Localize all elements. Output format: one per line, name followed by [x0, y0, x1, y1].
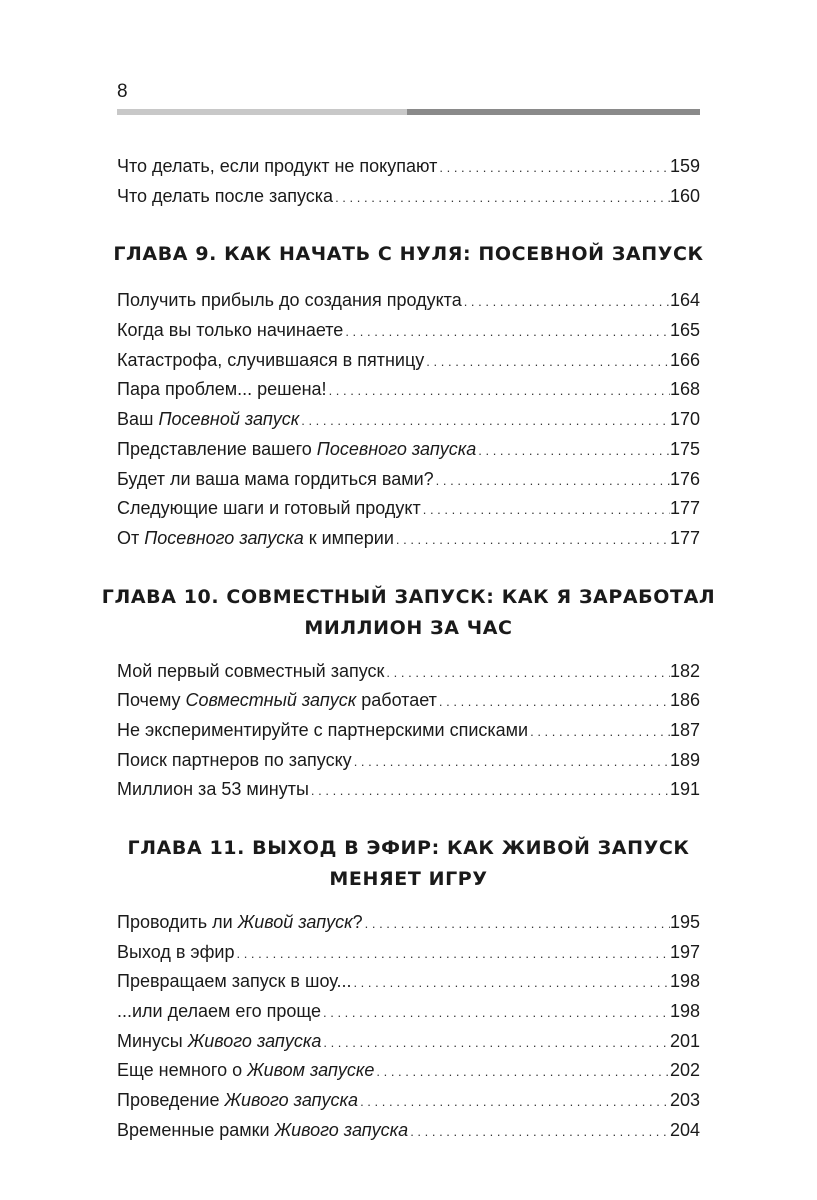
- toc-entry-title-italic: Посевного запуска: [316, 438, 477, 459]
- toc-entry-page: 168: [669, 379, 700, 400]
- toc-entry-page: 165: [669, 320, 700, 341]
- header-rule-light: [117, 109, 407, 115]
- toc-entry-page: 202: [669, 1060, 700, 1081]
- toc-entry: [117, 686, 700, 716]
- chapter-heading-line: ГЛАВА 11. ВЫХОД В ЭФИР: КАК ЖИВОЙ ЗАПУСК: [127, 837, 690, 859]
- toc-entry-title-text: Минусы: [117, 1030, 188, 1051]
- toc-entry-title: [117, 997, 321, 1027]
- toc-entry: [117, 1056, 700, 1086]
- toc-entry: [117, 494, 700, 524]
- toc-entry-title: [117, 657, 384, 687]
- toc-entry-page: 204: [669, 1119, 700, 1140]
- page-number: 8: [117, 81, 128, 102]
- toc-entry-title-text: Когда вы только начинаете: [117, 320, 344, 341]
- dot-leader: [351, 968, 670, 998]
- toc-entry-page: 189: [669, 749, 700, 770]
- toc-entry: [117, 967, 700, 997]
- toc-entry-page: 187: [669, 719, 700, 740]
- dot-leader: [343, 317, 670, 347]
- toc-entry: [117, 908, 700, 938]
- toc-entry: [117, 938, 700, 968]
- toc-entry-page: 166: [669, 349, 700, 370]
- toc-entry: [117, 775, 700, 805]
- toc-entry-title: [117, 286, 462, 316]
- dot-leader: [321, 998, 670, 1028]
- toc-entry-title-italic: Посевного запуска: [144, 527, 304, 548]
- dot-leader: [437, 687, 670, 717]
- toc-entry: [117, 524, 700, 554]
- toc-entry: [117, 286, 700, 316]
- toc-entry-title-text: Временные рамки: [117, 1119, 275, 1140]
- toc-entry-title: [117, 494, 421, 524]
- toc-entry-title-text: Будет ли ваша мама гордиться вами?: [117, 468, 434, 489]
- toc-entry: [117, 316, 700, 346]
- toc-entry-title-text: Выход в эфир: [117, 941, 235, 962]
- toc-entry-page: 201: [669, 1030, 700, 1051]
- toc-entry-title-text: Представление вашего: [117, 438, 317, 459]
- toc-entry-title-text: Превращаем запуск в шоу...: [117, 971, 352, 992]
- toc-entry-title-italic: Совместный запуск: [185, 690, 357, 711]
- toc-entry-title: [117, 686, 437, 716]
- toc-entry-title: [117, 524, 394, 554]
- toc-entry-title-text: Миллион за 53 минуты: [117, 779, 309, 800]
- toc-entry-title: [117, 716, 528, 746]
- toc-entry-page: 191: [669, 779, 700, 800]
- toc-entry: [117, 1086, 700, 1116]
- dot-leader: [424, 347, 670, 377]
- toc-entry-page: 177: [669, 498, 700, 519]
- toc-entry-title-text: Следующие шаги и готовый продукт: [117, 498, 421, 519]
- dot-leader: [437, 153, 670, 183]
- toc-entry-title-text: От: [117, 527, 145, 548]
- dot-leader: [434, 466, 670, 496]
- toc-entry-title: [117, 1056, 374, 1086]
- toc-entry: [117, 465, 700, 495]
- toc-entry-title: [117, 1116, 408, 1146]
- toc-entry-title-text: Ваш: [117, 409, 159, 430]
- toc-entry: [117, 1027, 700, 1057]
- toc-entry: [117, 435, 700, 465]
- toc-entry: [117, 182, 700, 212]
- toc-entry-page: 182: [669, 660, 700, 681]
- toc-entry-title: [117, 346, 424, 376]
- toc-chapter-section: [117, 833, 700, 1146]
- toc-entry-title: [117, 182, 333, 212]
- toc-entry-title-italic: Живого запуска: [274, 1119, 409, 1140]
- toc-entry-page: 170: [669, 409, 700, 430]
- toc-chapter-section: [101, 582, 716, 805]
- dot-leader: [528, 717, 670, 747]
- toc-entry: [117, 405, 700, 435]
- toc-entry-title: [117, 746, 352, 776]
- dot-leader: [352, 747, 670, 777]
- dot-leader: [394, 525, 670, 555]
- chapter-heading: [97, 239, 720, 270]
- toc-entry-title-text: Что делать, если продукт не покупают: [117, 156, 438, 176]
- toc-entry-title-text: работает: [356, 690, 437, 711]
- header-rule: [117, 109, 700, 115]
- dot-leader: [309, 776, 670, 806]
- dot-leader: [333, 183, 670, 213]
- header-rule-dark: [407, 109, 700, 115]
- chapter-heading: [97, 833, 720, 895]
- toc-entry-title: [117, 775, 309, 805]
- toc-entry-page: 203: [669, 1090, 700, 1111]
- dot-leader: [327, 376, 670, 406]
- toc-entry-title: [117, 375, 327, 405]
- toc-entry-page: 198: [669, 1001, 700, 1022]
- toc-entry-title-text: Проведение: [117, 1090, 225, 1111]
- toc-entry-page: 160: [669, 185, 700, 206]
- toc-entry-title-italic: Живой запуск: [237, 912, 353, 932]
- toc-entry: [117, 746, 700, 776]
- toc-entry-title-text: Мой первый совместный запуск: [117, 660, 385, 681]
- toc-entry: [117, 152, 700, 182]
- dot-leader: [234, 939, 669, 969]
- toc-entry-title-text: Не экспериментируйте с партнерскими списками: [117, 719, 529, 740]
- chapter-heading-line: ГЛАВА 9. КАК НАЧАТЬ С НУЛЯ: ПОСЕВНОЙ ЗАПУСК: [113, 243, 704, 266]
- toc-entry-title-italic: Живом запуске: [247, 1060, 375, 1081]
- dot-leader: [421, 495, 670, 525]
- toc-entry-page: 177: [669, 527, 700, 548]
- toc-entry-title-text: ...или делаем его проще: [117, 1001, 322, 1022]
- toc-entry-title: [117, 1086, 358, 1116]
- toc-entry-title-text: Получить прибыль до создания продукта: [117, 290, 462, 311]
- toc-entry-page: 159: [669, 156, 700, 176]
- toc-entry: [117, 997, 700, 1027]
- toc-entry: [117, 375, 700, 405]
- toc-entry-title: [117, 967, 351, 997]
- chapter-heading-line: МИЛЛИОН ЗА ЧАС: [304, 616, 513, 639]
- dot-leader: [384, 658, 670, 688]
- toc-entry-title-text: Что делать после запуска: [117, 185, 334, 206]
- toc-entry-page: 198: [669, 971, 700, 992]
- toc-entry-title: [117, 316, 343, 346]
- chapter-heading-line: ГЛАВА 10. СОВМЕСТНЫЙ ЗАПУСК: КАК Я ЗАРАБОТАЛ: [101, 585, 716, 608]
- toc-entry-title-text: ?: [352, 912, 363, 932]
- toc-intro-section: [117, 152, 700, 211]
- toc-entry-page: 186: [669, 690, 700, 711]
- toc-entry-title-text: Еще немного о: [117, 1060, 248, 1081]
- toc-entry-title-text: к империи: [303, 527, 394, 548]
- toc-entry-title: [117, 908, 363, 938]
- toc-entry-page: 195: [669, 912, 700, 932]
- toc-entry-title-text: Почему: [117, 690, 186, 711]
- toc-entry-title: [117, 1027, 321, 1057]
- toc-entry-title: [117, 938, 234, 968]
- table-of-contents: [101, 152, 716, 1146]
- toc-entry: [117, 1116, 700, 1146]
- chapter-heading-line: МЕНЯЕТ ИГРУ: [329, 868, 488, 890]
- toc-entry-page: 176: [669, 468, 700, 489]
- toc-entry-title: [117, 435, 476, 465]
- toc-entry-title-text: Пара проблем... решена!: [117, 379, 327, 400]
- toc-entry-title-italic: Посевной запуск: [158, 409, 300, 430]
- toc-entry-page: 197: [669, 941, 700, 962]
- toc-entry-title-text: Проводить ли: [117, 912, 238, 932]
- toc-entry-page: 164: [669, 290, 700, 311]
- dot-leader: [408, 1117, 670, 1147]
- dot-leader: [358, 1087, 670, 1117]
- dot-leader: [321, 1028, 670, 1058]
- toc-entry: [117, 716, 700, 746]
- toc-entry-title-italic: Живого запуска: [224, 1090, 359, 1111]
- toc-entry-title-text: Поиск партнеров по запуску: [117, 749, 352, 770]
- dot-leader: [363, 909, 670, 939]
- toc-entry: [117, 657, 700, 687]
- toc-entry-title: [117, 152, 437, 182]
- chapter-heading: [97, 582, 720, 644]
- toc-entry-title: [117, 465, 434, 495]
- dot-leader: [299, 406, 670, 436]
- dot-leader: [462, 287, 670, 317]
- toc-entry-title: [117, 405, 299, 435]
- toc-entry: [117, 346, 700, 376]
- toc-entry-title-italic: Живого запуска: [187, 1030, 322, 1051]
- toc-entry-title-text: Катастрофа, случившаяся в пятницу: [117, 349, 425, 370]
- toc-entry-page: 175: [669, 438, 700, 459]
- dot-leader: [374, 1057, 670, 1087]
- toc-chapter-section: [113, 239, 704, 553]
- dot-leader: [476, 436, 670, 466]
